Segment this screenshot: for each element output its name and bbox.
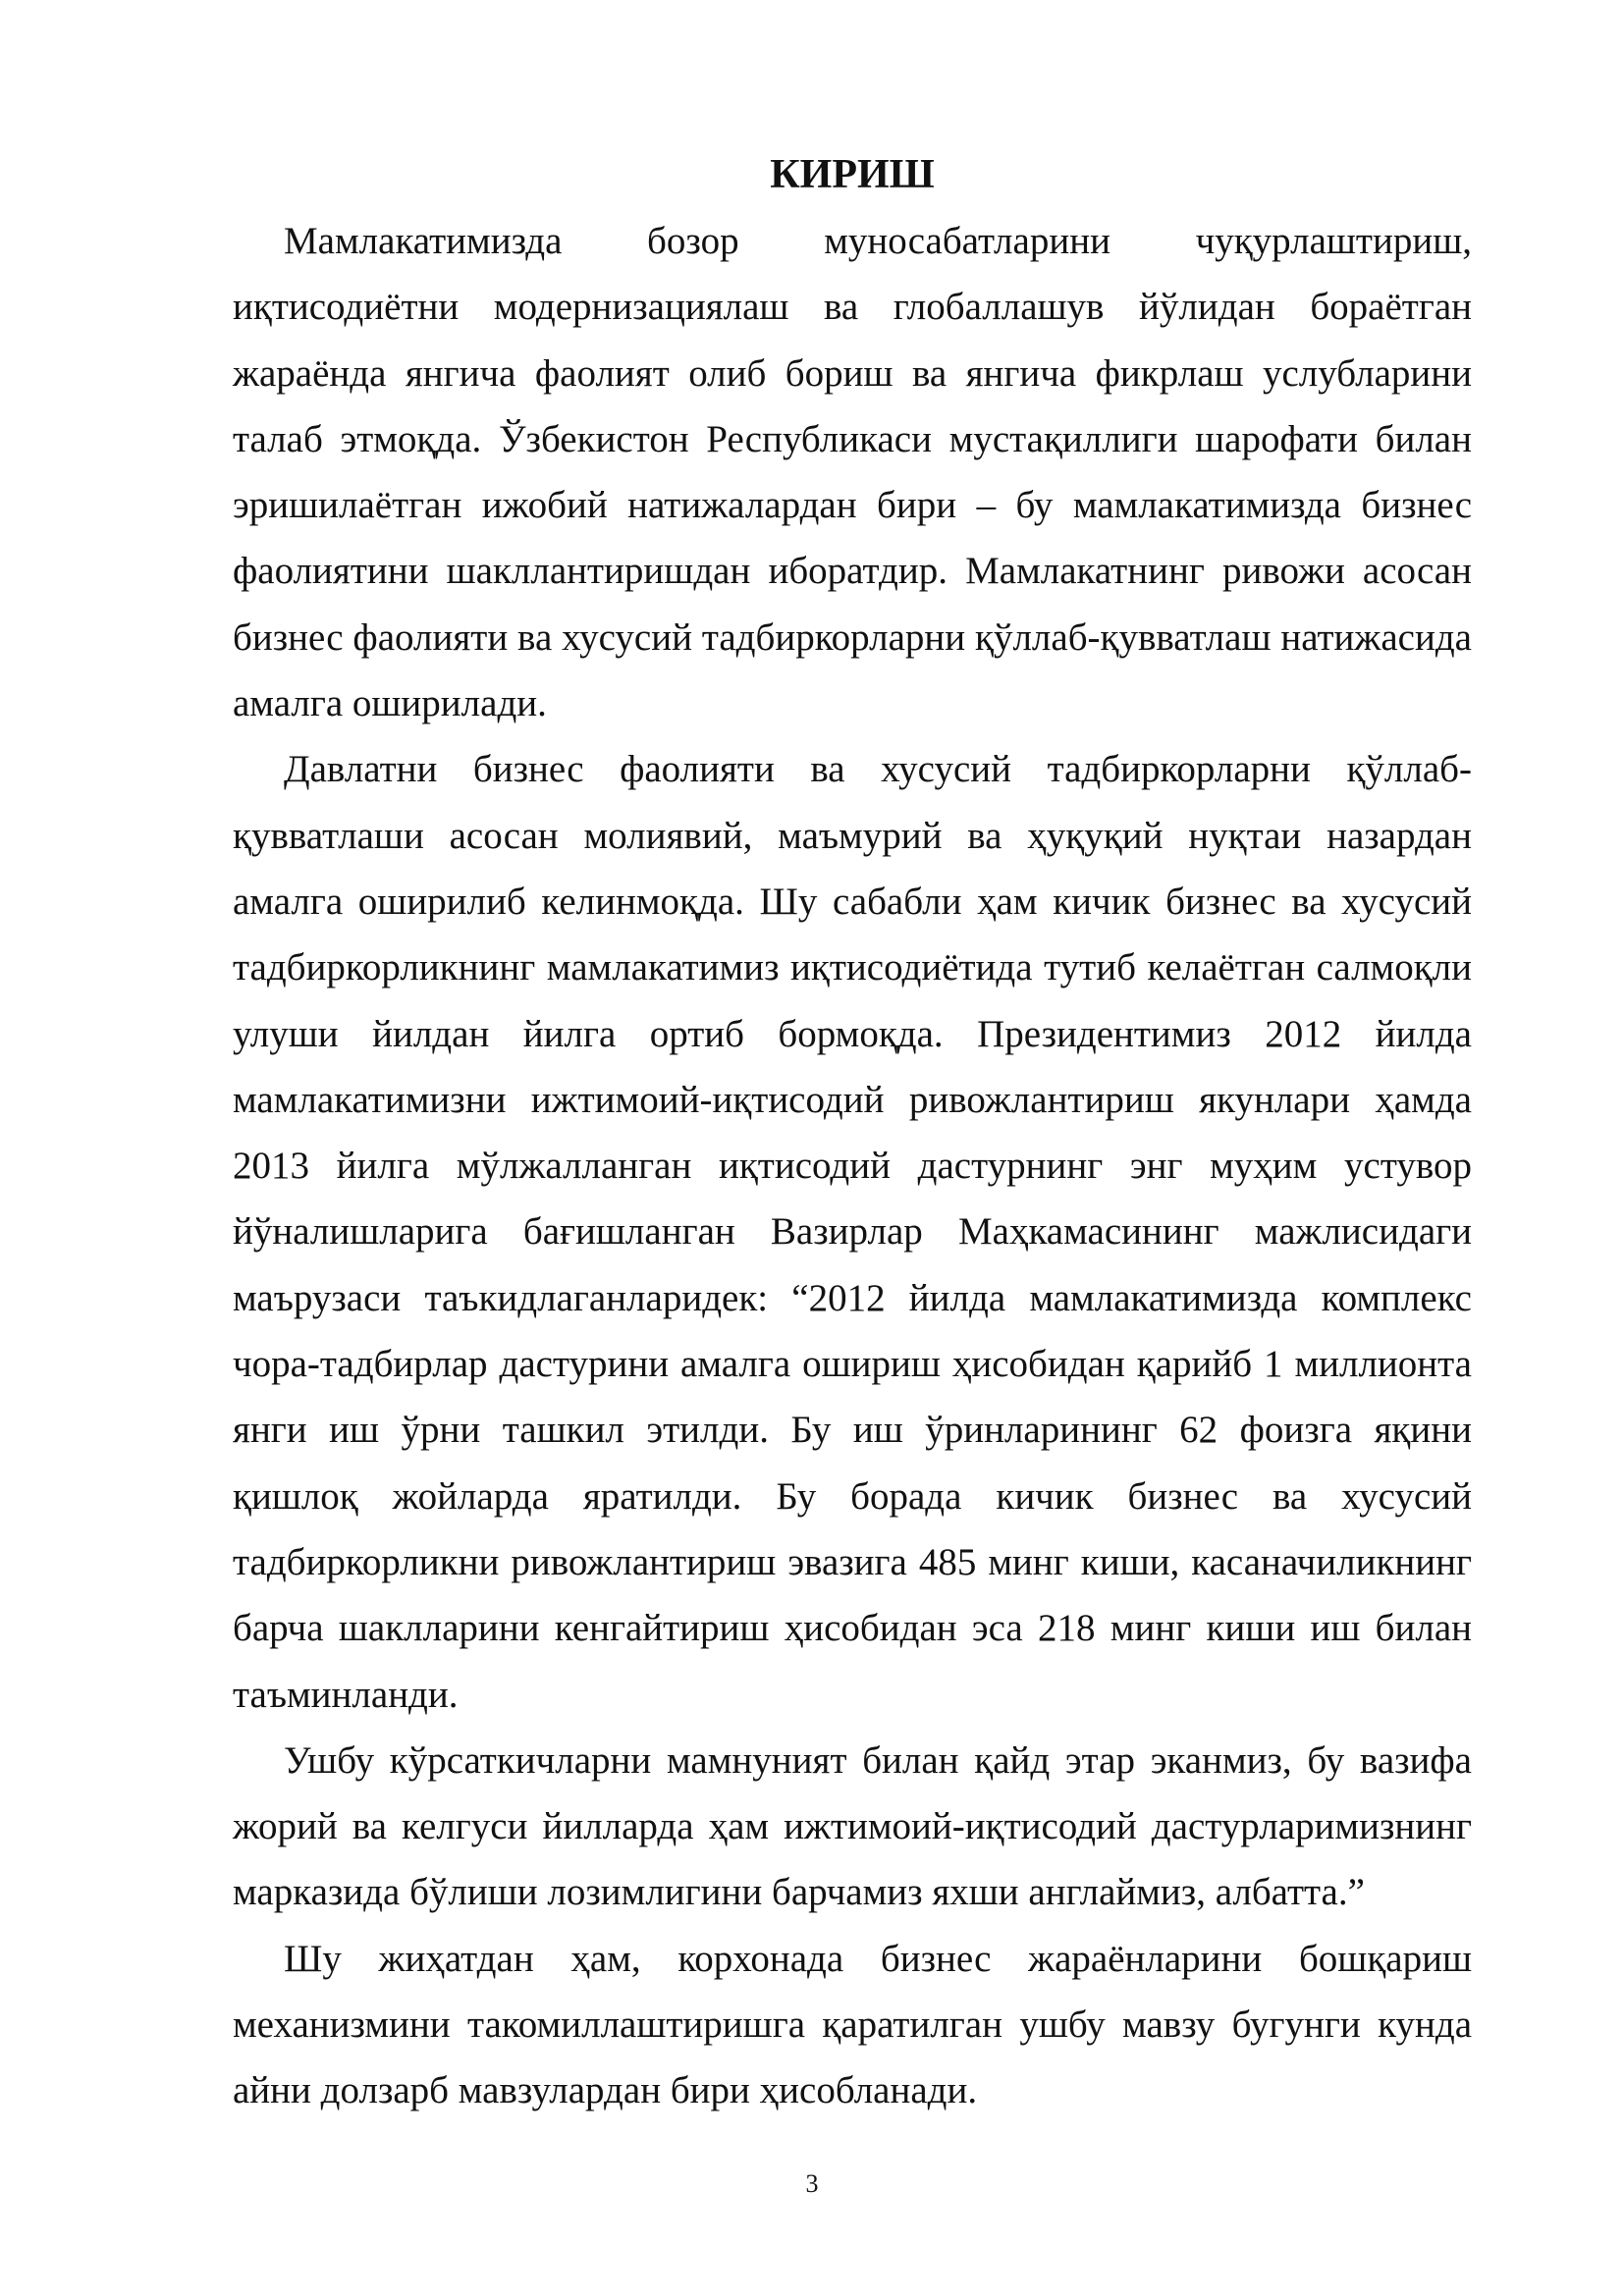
paragraph-3: Ушбу кўрсаткичларни мамнуният билан қайд этар эканмиз, бу вазифа жорий ва келгуси йилларда ҳам ижтимоий-иқтисодий дастурларимизнинг марказида бўлиши лозимлигини барчамиз яхши англаймиз, албатта.” [233,1738,1472,1914]
paragraph-2: Давлатни бизнес фаолияти ва хусусий тадбиркорларни қўллаб-қувватлаши асосан молиявий, маъмурий ва ҳуқуқий нуқтаи назардан амалга оширилиб келинмоқда. Шу сабабли ҳам кичик бизнес ва хусусий тадбиркорликнинг мамлакатимиз иқтисодиётида тутиб келаётган салмоқли улуши йилдан йилга ортиб бормоқда. Президентимиз 2012 йилда мамлакатимизни ижтимоий-иқтисодий ривожлантириш якунлари ҳамда 2013 йилга мўлжалланган иқтисодий дастурнинг энг муҳим устувор йўналишларига бағишланган Вазирлар Маҳкамасининг мажлисидаги маърузаси таъкидлаганларидек: “2012 йилда мамлакатимизда комплекс чора-тадбирлар дастурини амалга ошириш ҳисобидан қарийб 1 миллионта янги иш ўрни ташкил этилди. Бу иш ўринларининг 62 фоизга яқини қишлоқ жойларда яратилди. Бу борада кичик бизнес ва хусусий тадбиркорликни ривожлантириш эвазига 485 минг киши, касаначиликнинг барча шаклларини кенгайтириш ҳисобидан эса 218 минг киши иш билан таъминланди. [233,748,1472,1716]
paragraph-4: Шу жиҳатдан ҳам, корхонада бизнес жараёнларини бошқариш механизмини такомиллаштиришга қаратилган ушбу мавзу бугунги кунда айни долзарб мавзулардан бири ҳисобланади. [233,1937,1472,2112]
page-number: 3 [805,2169,819,2198]
page-content [233,145,1472,2124]
section-heading: КИРИШ [770,152,935,197]
paragraph-1: Мамлакатимизда бозор муносабатларини чуқурлаштириш, иқтисодиётни модернизациялаш ва глобаллашув йўлидан бораётган жараёнда янгича фаолият олиб бориш ва янгича фикрлаш услубларини талаб этмоқда. Ўзбекистон Республикаси мустақиллиги шарофати билан эришилаётган ижобий натижалардан бири – бу мамлакатимизда бизнес фаолиятини шакллантиришдан иборатдир. Мамлакатнинг ривожи асосан бизнес фаолияти ва хусусий тадбиркорларни қўллаб-қувватлаш натижасида амалга оширилади. [233,220,1472,725]
